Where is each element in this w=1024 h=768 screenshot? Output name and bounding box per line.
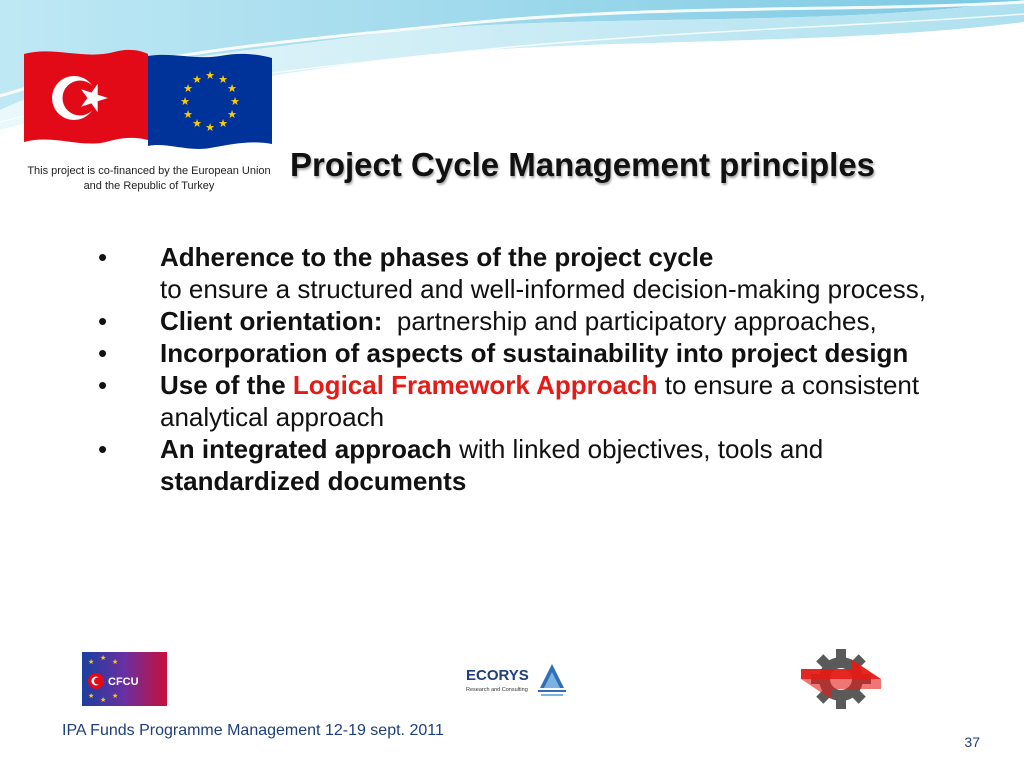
svg-text:★: ★ — [88, 692, 95, 700]
bullet-marker: • — [98, 306, 108, 336]
list-item — [98, 305, 928, 337]
bullet-heading: An integrated approach — [160, 434, 452, 464]
bullet-heading: Use of the — [160, 370, 286, 400]
svg-text:★: ★ — [192, 73, 202, 86]
list-item — [98, 433, 928, 497]
slide-title: Project Cycle Management principles — [290, 146, 876, 183]
eu-flag-icon — [148, 52, 272, 150]
svg-text:★: ★ — [230, 95, 240, 108]
svg-text:★: ★ — [112, 692, 119, 700]
bullet-marker: • — [98, 370, 108, 400]
ecorys-tagline: Research and Consulting — [466, 687, 528, 693]
bullet-marker: • — [98, 338, 108, 368]
list-item — [98, 369, 928, 433]
svg-text:★: ★ — [227, 108, 237, 121]
cfcu-label: CFCU — [108, 676, 139, 688]
svg-text:★: ★ — [218, 73, 228, 86]
bullet-text: to ensure a structured and well-informed decision-making process, — [160, 274, 926, 304]
svg-text:★: ★ — [100, 654, 107, 662]
svg-text:★: ★ — [227, 82, 237, 95]
bullet-heading: Incorporation of aspects of sustainability into project design — [160, 338, 909, 368]
list-item — [98, 241, 928, 305]
cfcu-logo-icon — [82, 652, 167, 706]
svg-text:★: ★ — [192, 117, 202, 130]
svg-text:★: ★ — [100, 696, 107, 704]
bullet-marker: • — [98, 242, 108, 272]
svg-text:★: ★ — [218, 117, 228, 130]
bullet-text: partnership and participatory approaches, — [396, 306, 877, 336]
page-number: 37 — [964, 734, 980, 750]
bullet-heading-end: standardized documents — [160, 466, 467, 496]
svg-text:★: ★ — [205, 69, 215, 82]
svg-text:★: ★ — [205, 121, 215, 134]
bullet-text: with linked objectives, tools and — [459, 434, 824, 464]
bullet-heading: Adherence to the phases of the project cycle — [160, 242, 714, 272]
list-item — [98, 337, 928, 369]
bullet-highlight: Logical Framework Approach — [292, 370, 658, 400]
cofinance-note: This project is co-financed by the European Union and the Republic of Turkey — [27, 165, 271, 192]
ecorys-name: ECORYS — [466, 667, 529, 684]
svg-text:★: ★ — [112, 658, 119, 666]
turkey-flag-icon — [24, 46, 148, 144]
svg-text:★: ★ — [183, 82, 193, 95]
svg-text:★: ★ — [183, 108, 193, 121]
bullet-heading: Client orientation: — [160, 306, 383, 336]
footer-text: IPA Funds Programme Management 12-19 sept. 2011 — [62, 722, 444, 739]
ecorys-logo-icon — [462, 658, 570, 708]
svg-text:★: ★ — [180, 95, 190, 108]
bullet-text: to ensure a consistent analytical approach — [160, 370, 920, 432]
principles-list — [98, 241, 928, 497]
gear-arrows-logo-icon — [798, 646, 884, 712]
svg-text:★: ★ — [88, 658, 95, 666]
bullet-marker: • — [98, 434, 108, 464]
